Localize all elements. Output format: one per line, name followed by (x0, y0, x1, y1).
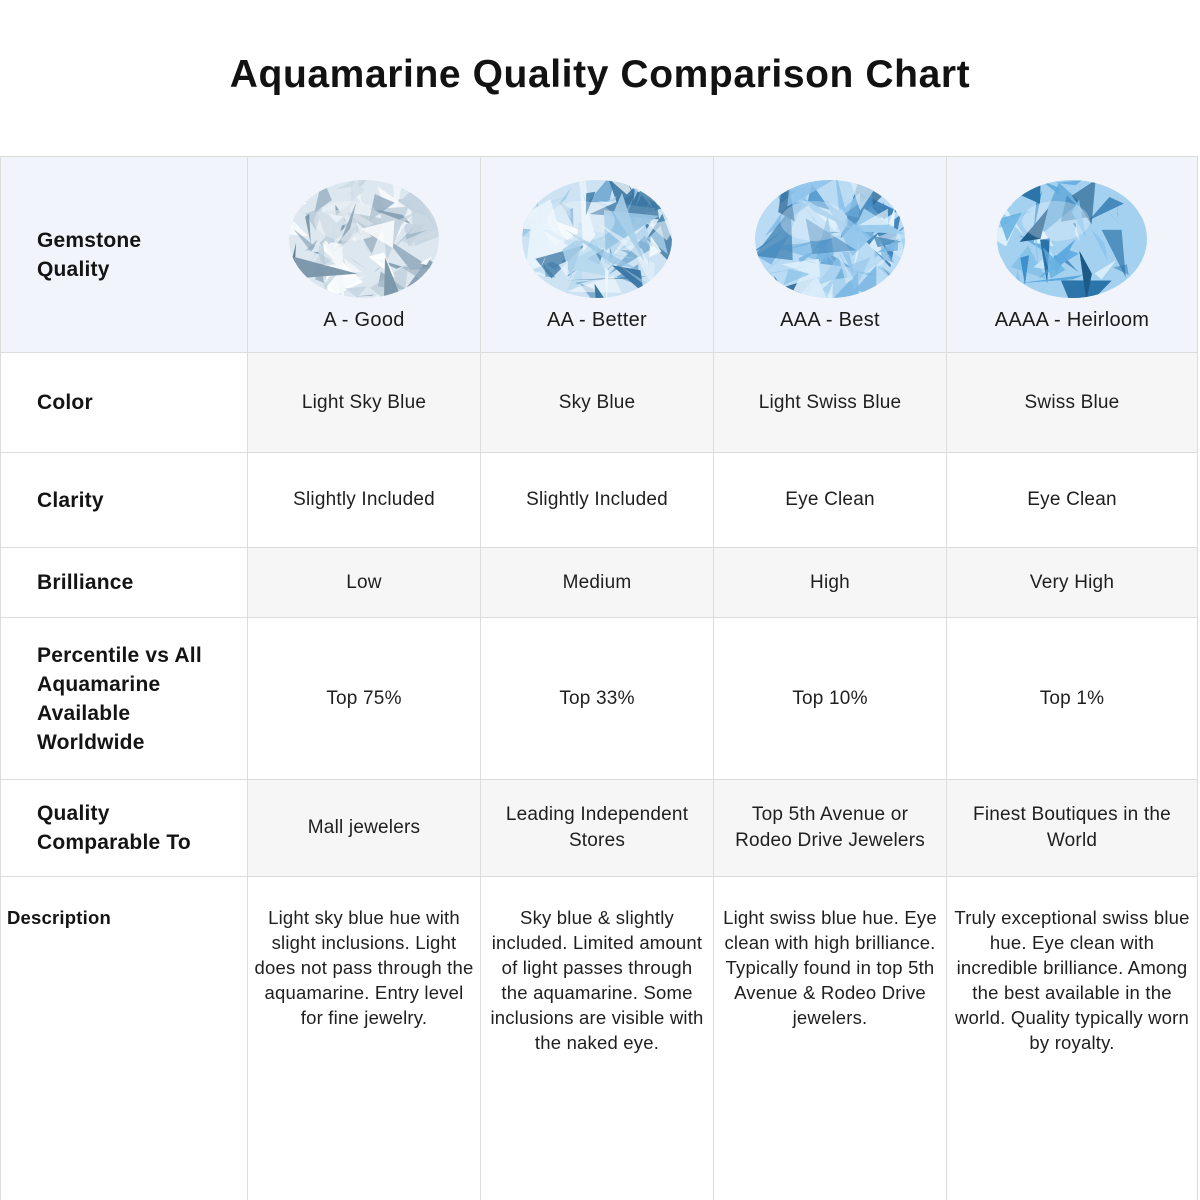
row-label-quality-comparable: Quality Comparable To (1, 780, 248, 877)
page-title: Aquamarine Quality Comparison Chart (229, 53, 971, 96)
row-label-description: Description (1, 877, 248, 1200)
column-header-aa-better (481, 157, 714, 353)
cell-percentile-a: Top 75% (248, 618, 481, 780)
gem-grade-label: A - Good (323, 309, 405, 331)
cell-brilliance-a: Low (248, 548, 481, 618)
comparison-table (0, 156, 1198, 1200)
cell-description-aa: Sky blue & slightly included. Limited amount of light passes through the aquamarine. Some inclusions are visible with the naked eye. (481, 877, 714, 1200)
column-header-a-good (248, 157, 481, 353)
cell-comparable-aaa: Top 5th Avenue or Rodeo Drive Jewelers (714, 780, 947, 877)
row-label-color: Color (1, 353, 248, 453)
cell-comparable-a: Mall jewelers (248, 780, 481, 877)
cell-clarity-aa: Slightly Included (481, 453, 714, 548)
cell-brilliance-aaa: High (714, 548, 947, 618)
cell-clarity-a: Slightly Included (248, 453, 481, 548)
row-label-text: Gemstone Quality (37, 228, 142, 281)
cell-description-aaaa: Truly exceptional swiss blue hue. Eye clean with incredible brilliance. Among the best available in the world. Quality typically worn by royalty. (947, 877, 1198, 1200)
row-label-clarity: Clarity (1, 453, 248, 548)
cell-description-aaa: Light swiss blue hue. Eye clean with high brilliance. Typically found in top 5th Avenue & Rodeo Drive jewelers. (714, 877, 947, 1200)
cell-percentile-aaa: Top 10% (714, 618, 947, 780)
column-header-aaa-best (714, 157, 947, 353)
gem-grade-label: AAAA - Heirloom (994, 309, 1150, 331)
aquamarine-gem-image-aaa (755, 180, 905, 298)
cell-brilliance-aa: Medium (481, 548, 714, 618)
gem-grade-label: AA - Better (546, 309, 647, 331)
cell-brilliance-aaaa: Very High (947, 548, 1198, 618)
cell-clarity-aaaa: Eye Clean (947, 453, 1198, 548)
row-label-brilliance: Brilliance (1, 548, 248, 618)
cell-percentile-aaaa: Top 1% (947, 618, 1198, 780)
cell-clarity-aaa: Eye Clean (714, 453, 947, 548)
gem-grade-label: AAA - Best (780, 309, 880, 331)
row-label-percentile: Percentile vs All Aquamarine Available Worldwide (1, 618, 248, 780)
aquamarine-gem-image-a (289, 180, 439, 298)
cell-color-aa: Sky Blue (481, 353, 714, 453)
cell-comparable-aa: Leading Independent Stores (481, 780, 714, 877)
row-label-gemstone-quality (1, 157, 248, 353)
aquamarine-gem-image-aa (522, 180, 672, 298)
cell-description-a: Light sky blue hue with slight inclusions. Light does not pass through the aquamarine. Entry level for fine jewelry. (248, 877, 481, 1200)
cell-color-a: Light Sky Blue (248, 353, 481, 453)
aquamarine-gem-image-aaaa (997, 180, 1147, 298)
cell-percentile-aa: Top 33% (481, 618, 714, 780)
cell-color-aaaa: Swiss Blue (947, 353, 1198, 453)
column-header-aaaa-heirloom (947, 157, 1198, 353)
cell-comparable-aaaa: Finest Boutiques in the World (947, 780, 1198, 877)
cell-color-aaa: Light Swiss Blue (714, 353, 947, 453)
